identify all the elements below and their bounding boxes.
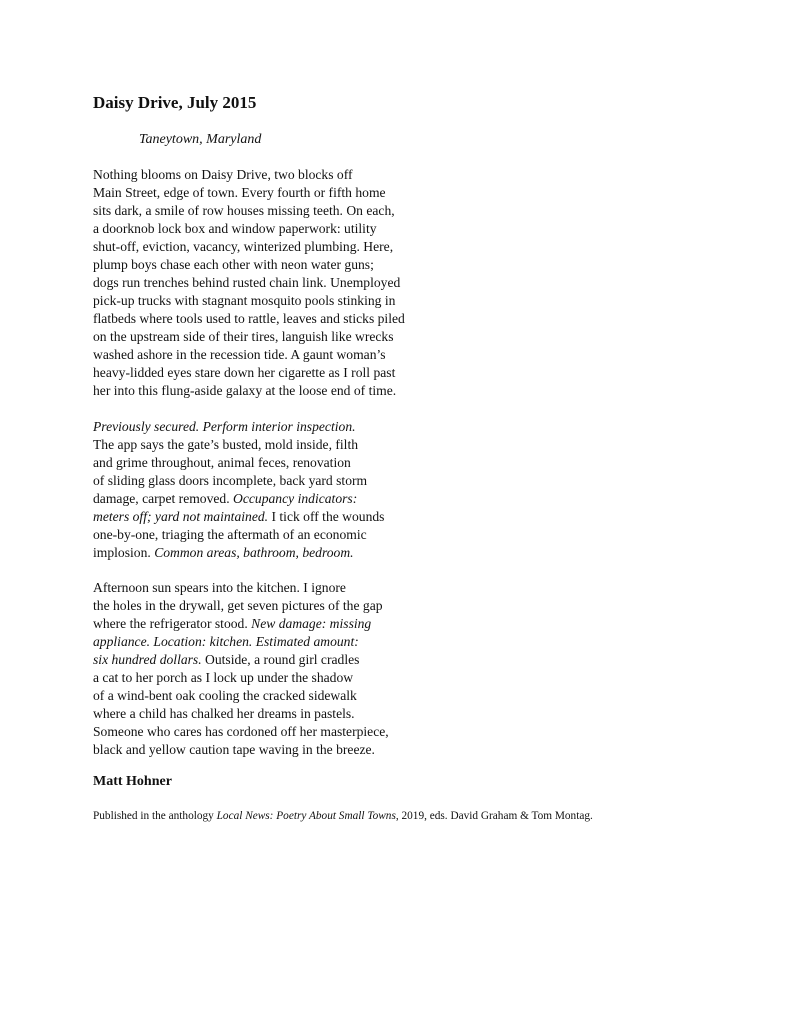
text-segment: I tick off the wounds bbox=[268, 509, 385, 524]
text-segment: damage, carpet removed. bbox=[93, 491, 234, 506]
poem-line bbox=[93, 328, 405, 346]
poem-line bbox=[93, 508, 384, 526]
text-segment: sits dark, a smile of row houses missing teeth. On each, bbox=[93, 203, 395, 218]
poem-line bbox=[93, 184, 405, 202]
poem-line bbox=[93, 669, 389, 687]
poem-location: Taneytown, Maryland bbox=[139, 132, 262, 147]
text-segment: flatbeds where tools used to rattle, leaves and sticks piled bbox=[93, 311, 405, 326]
credit-suffix: , 2019, eds. David Graham & Tom Montag. bbox=[395, 810, 593, 822]
poem-line bbox=[93, 202, 405, 220]
text-segment: black and yellow caution tape waving in the breeze. bbox=[93, 742, 375, 757]
text-segment: of sliding glass doors incomplete, back yard storm bbox=[93, 473, 368, 488]
poem-line bbox=[93, 166, 405, 184]
credit-prefix: Published in the anthology bbox=[93, 810, 217, 822]
poem-line bbox=[93, 238, 405, 256]
text-segment: The app says the gate’s busted, mold inside, filth bbox=[93, 437, 359, 452]
text-segment: heavy-lidded eyes stare down her cigarette as I roll past bbox=[93, 365, 396, 380]
poem-line bbox=[93, 472, 384, 490]
poem-line bbox=[93, 454, 384, 472]
text-segment: Someone who cares has cordoned off her masterpiece, bbox=[93, 724, 389, 739]
publication-credit bbox=[93, 810, 593, 822]
poem-line bbox=[93, 418, 384, 436]
poem-line bbox=[93, 310, 405, 328]
text-segment: on the upstream side of their tires, languish like wrecks bbox=[93, 329, 394, 344]
italic-segment: New damage: missing bbox=[251, 616, 372, 631]
text-segment: where a child has chalked her dreams in pastels. bbox=[93, 706, 355, 721]
stanza-3 bbox=[93, 579, 389, 759]
text-segment: where the refrigerator stood. bbox=[93, 616, 252, 631]
text-segment: a cat to her porch as I lock up under the shadow bbox=[93, 670, 354, 685]
poem-line bbox=[93, 579, 389, 597]
poem-line bbox=[93, 651, 389, 669]
poem-line bbox=[93, 364, 405, 382]
poem-line bbox=[93, 705, 389, 723]
poem-line bbox=[93, 615, 389, 633]
poem-line bbox=[93, 723, 389, 741]
text-segment: Main Street, edge of town. Every fourth or fifth home bbox=[93, 185, 386, 200]
poem-line bbox=[93, 382, 405, 400]
text-segment: the holes in the drywall, get seven pictures of the gap bbox=[93, 598, 383, 613]
text-segment: a doorknob lock box and window paperwork: utility bbox=[93, 221, 377, 236]
italic-segment: Occupancy indicators: bbox=[233, 491, 358, 506]
anthology-title: Local News: Poetry About Small Towns bbox=[216, 810, 396, 822]
poem-line bbox=[93, 490, 384, 508]
poem-line bbox=[93, 436, 384, 454]
text-segment: one-by-one, triaging the aftermath of an economic bbox=[93, 527, 367, 542]
poem-line bbox=[93, 597, 389, 615]
text-segment: pick-up trucks with stagnant mosquito pools stinking in bbox=[93, 293, 396, 308]
text-segment: her into this flung-aside galaxy at the loose end of time. bbox=[93, 383, 397, 398]
italic-segment: Previously secured. Perform interior inspection. bbox=[93, 419, 356, 434]
poem-line bbox=[93, 292, 405, 310]
text-segment: and grime throughout, animal feces, renovation bbox=[93, 455, 351, 470]
text-segment: washed ashore in the recession tide. A gaunt woman’s bbox=[93, 347, 386, 362]
author-name: Matt Hohner bbox=[93, 774, 172, 789]
poem-line bbox=[93, 346, 405, 364]
text-segment: shut-off, eviction, vacancy, winterized plumbing. Here, bbox=[93, 239, 394, 254]
poem-line bbox=[93, 256, 405, 274]
italic-segment: six hundred dollars. bbox=[93, 652, 202, 667]
poem-line bbox=[93, 687, 389, 705]
poem-line bbox=[93, 220, 405, 238]
poem-line bbox=[93, 544, 384, 562]
text-segment: implosion. bbox=[93, 545, 155, 560]
poem-line bbox=[93, 741, 389, 759]
text-segment: Afternoon sun spears into the kitchen. I ignore bbox=[93, 580, 346, 595]
stanza-1 bbox=[93, 166, 405, 400]
italic-segment: appliance. Location: kitchen. Estimated amount: bbox=[93, 634, 359, 649]
text-segment: dogs run trenches behind rusted chain link. Unemployed bbox=[93, 275, 401, 290]
text-segment: Outside, a round girl cradles bbox=[201, 652, 360, 667]
poem-line bbox=[93, 633, 389, 651]
text-segment: of a wind-bent oak cooling the cracked sidewalk bbox=[93, 688, 357, 703]
poem-line bbox=[93, 526, 384, 544]
text-segment: Nothing blooms on Daisy Drive, two blocks off bbox=[93, 167, 353, 182]
italic-segment: meters off; yard not maintained. bbox=[93, 509, 269, 524]
italic-segment: Common areas, bathroom, bedroom. bbox=[154, 545, 354, 560]
stanza-2 bbox=[93, 418, 384, 562]
text-segment: plump boys chase each other with neon water guns; bbox=[93, 257, 374, 272]
poem-title: Daisy Drive, July 2015 bbox=[93, 93, 257, 112]
poem-line bbox=[93, 274, 405, 292]
